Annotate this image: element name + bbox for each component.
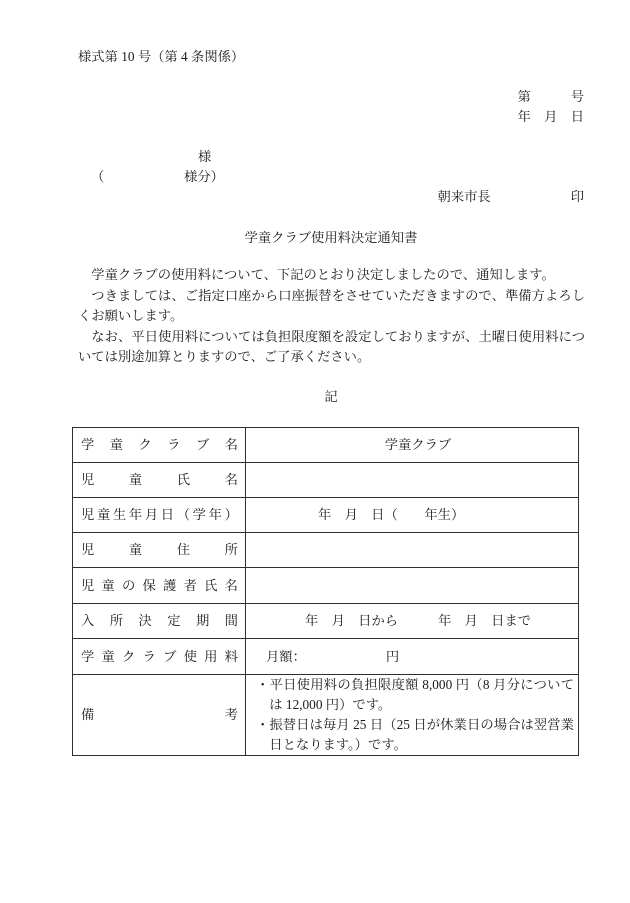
label-character: ク xyxy=(122,648,136,664)
body-paragraph: 学童クラブの使用料について、下記のとおり決定しましたので、通知します。 xyxy=(91,267,555,282)
label-character: 児 xyxy=(81,507,95,522)
label-character: ブ xyxy=(163,648,177,664)
label-character: 生 xyxy=(112,507,127,522)
club-name-label-cell xyxy=(73,428,246,463)
label-character: 童 xyxy=(109,437,124,452)
label-character: 童 xyxy=(101,648,115,664)
label-character: 用 xyxy=(204,648,218,664)
form-number: 様式第 10 号（第 4 条関係） xyxy=(78,49,245,64)
label-character: 料 xyxy=(224,648,238,664)
remarks-list xyxy=(256,675,574,755)
child-birthdate-label xyxy=(81,505,238,525)
label-character: 童 xyxy=(101,577,115,593)
table-row xyxy=(73,463,579,498)
label-character: 保 xyxy=(142,577,156,593)
fee-unit: 円 xyxy=(385,648,400,664)
child-birthdate-value: 年 月 日（ 年生） xyxy=(246,498,579,533)
guardian-name-label xyxy=(81,576,238,596)
document-date-field: 年 月 日 xyxy=(517,109,584,124)
label-character: 所 xyxy=(224,542,238,557)
label-character: 児 xyxy=(81,472,95,487)
label-character: ラ xyxy=(142,648,156,664)
remarks-label xyxy=(81,705,238,725)
club-name-label xyxy=(81,435,238,455)
remarks-label-cell xyxy=(73,675,246,756)
label-character: 定 xyxy=(167,613,181,628)
label-character: 間 xyxy=(224,613,238,628)
label-character: 備 xyxy=(81,707,95,722)
child-address-value xyxy=(246,533,579,568)
addressee-on-behalf-line: （ 様分） xyxy=(91,169,224,184)
usage-fee-label-cell xyxy=(73,639,246,675)
sender-line xyxy=(438,187,584,207)
body-paragraph: なお、平日使用料については負担限度額を設定しておりますが、土曜日使用料については別途加算とりますので、ご了承ください。 xyxy=(78,328,585,364)
table-row xyxy=(73,675,579,756)
guardian-name-label-cell xyxy=(73,568,246,604)
label-character: 所 xyxy=(109,613,124,628)
label-character: 月 xyxy=(144,507,159,522)
label-character: 学 xyxy=(81,648,95,664)
document-number-field: 第 号 xyxy=(517,89,584,104)
body-paragraph: つきましては、ご指定口座から口座振替をさせていただきますので、準備方よろしくお願いします。 xyxy=(78,287,585,323)
notes-heading: 記 xyxy=(324,389,338,404)
label-character: 名 xyxy=(224,577,238,593)
label-character: 名 xyxy=(224,472,238,487)
label-character: 年 xyxy=(208,507,222,522)
label-character: 児 xyxy=(81,577,95,593)
label-character: 考 xyxy=(224,707,238,722)
label-character: 使 xyxy=(183,648,197,664)
child-name-value xyxy=(246,463,579,498)
usage-fee-value xyxy=(246,639,579,675)
details-table xyxy=(72,427,579,756)
label-character: 年 xyxy=(128,507,143,522)
label-character: 名 xyxy=(224,437,238,452)
guardian-name-value xyxy=(246,568,579,604)
child-birthdate-label-cell xyxy=(73,498,246,533)
club-name-value: 学童クラブ xyxy=(246,428,579,463)
label-character: 童 xyxy=(128,542,143,557)
label-character: ラ xyxy=(167,437,181,452)
child-address-label xyxy=(81,540,238,560)
remarks-item: ・振替日は毎月 25 日（25 日が休業日の場合は翌営業日となります。）です。 xyxy=(256,717,574,752)
label-character: 児 xyxy=(81,542,95,557)
table-row xyxy=(73,498,579,533)
label-character: 護 xyxy=(163,577,177,593)
enrollment-period-value: 年 月 日から 年 月 日まで xyxy=(246,604,579,639)
document-title: 学童クラブ使用料決定通知書 xyxy=(244,230,418,245)
label-character: 童 xyxy=(128,472,143,487)
label-character: 決 xyxy=(138,613,152,628)
label-character: 入 xyxy=(81,613,95,628)
monthly-fee-label: 月額： xyxy=(266,648,306,664)
sender-name: 朝来市長 xyxy=(437,189,491,204)
body-text xyxy=(78,265,585,368)
remarks-value xyxy=(246,675,579,756)
table-row xyxy=(73,533,579,568)
label-character: 童 xyxy=(96,507,111,522)
seal-mark: 印 xyxy=(570,189,584,204)
label-character: 学 xyxy=(192,507,206,522)
table-row xyxy=(73,639,579,675)
label-character: 住 xyxy=(176,542,191,557)
child-address-label-cell xyxy=(73,533,246,568)
table-row xyxy=(73,604,579,639)
usage-fee-label xyxy=(81,647,238,667)
enrollment-period-label-cell xyxy=(73,604,246,639)
label-character: ） xyxy=(224,507,238,522)
remarks-item: ・平日使用料の負担限度額 8,000 円（8 月分については 12,000 円）です。 xyxy=(256,677,574,712)
label-character: 学 xyxy=(81,437,95,452)
child-name-label-cell xyxy=(73,463,246,498)
label-character: 日 xyxy=(160,507,175,522)
enrollment-period-label xyxy=(81,611,238,631)
addressee-honorific: 様 xyxy=(198,149,212,164)
label-character: 氏 xyxy=(204,577,218,593)
label-character: 者 xyxy=(183,577,197,593)
label-character: ク xyxy=(138,437,152,452)
label-character: ブ xyxy=(195,437,210,452)
table-row xyxy=(73,428,579,463)
label-character: の xyxy=(122,577,136,593)
label-character: 氏 xyxy=(176,472,191,487)
label-character: 期 xyxy=(195,613,210,628)
child-name-label xyxy=(81,470,238,490)
label-character: （ xyxy=(176,507,191,522)
table-row xyxy=(73,568,579,604)
